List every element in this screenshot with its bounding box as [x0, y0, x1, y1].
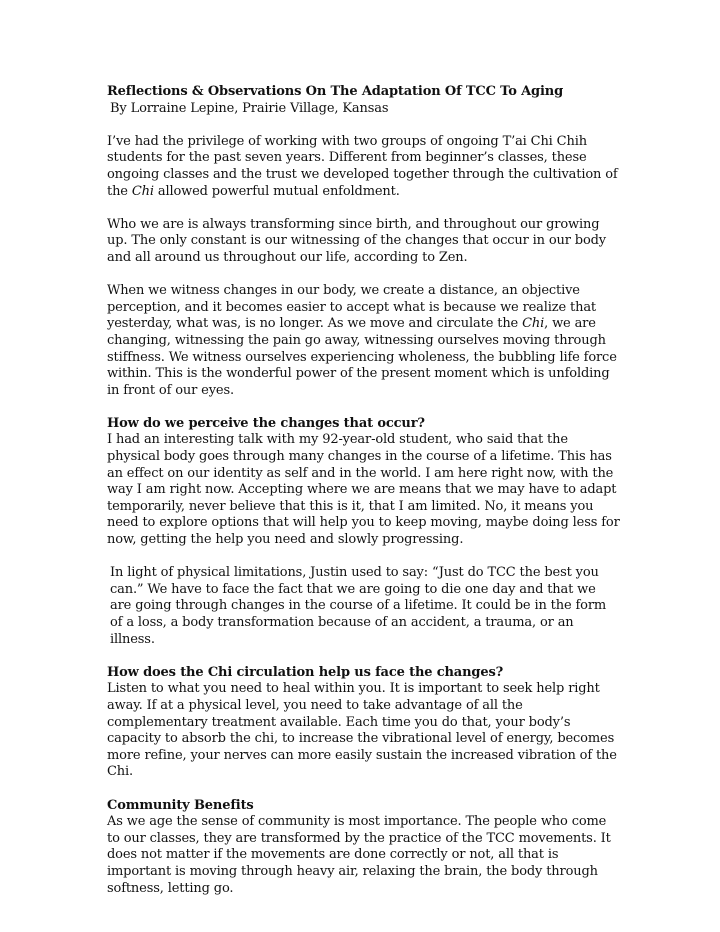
document-title: Reflections & Observations On The Adaptation Of TCC To Aging: [107, 84, 564, 99]
paragraph-2: Who we are is always transforming since birth, and throughout our growing up. The only constant is our witnessing of the changes that occur in our body and all around us throughout our life, according to Zen.: [107, 216, 606, 265]
section-heading-perceive: How do we perceive the changes that occur?: [107, 415, 425, 431]
paragraph-7: As we age the sense of community is most importance. The people who come to our classes, they are transformed by the practice of the TCC movements. It does not matter if the movements are done correctly or not, all that is important is moving through heavy air, relaxing the brain, the body through softness, letting go.: [107, 814, 611, 896]
paragraph-1: I’ve had the privilege of working with two groups of ongoing T’ai Chi Chih students for the past seven years. Different from beginner’s classes, these ongoing classes and the trust we developed together through the cultivation of the Chi allowed powerful mutual enfoldment.: [107, 133, 618, 199]
author-byline: By Lorraine Lepine, Prairie Village, Kansas: [110, 100, 389, 116]
paragraph-3: When we witness changes in our body, we create a distance, an objective perception, and it becomes easier to accept what is because we realize that yesterday, what was, is no longer. As we move and circulate the Chi, we are changing, witnessing the pain go away, witnessing ourselves moving through stiffness. We witness ourselves experiencing wholeness, the bubbling life force within. This is the wonderful power of the present moment which is unfolding in front of our eyes.: [107, 283, 617, 398]
document-body: [107, 84, 620, 897]
paragraph-4: I had an interesting talk with my 92-year-old student, who said that the physical body goes through many changes in the course of a lifetime. This has an effect on our identity as self and in the world. I am here right now, with the way I am right now. Accepting where we are means that we may have to adapt temporarily, never believe that this is it, that I am limited. No, it means you need to explore options that will help you to keep moving, maybe doing less for now, getting the help you need and slowly progressing.: [107, 432, 620, 548]
paragraph-5: In light of physical limitations, Justin used to say: “Just do TCC the best you can.” We have to face the fact that we are going to die one day and that we are going through changes in the course of a lifetime. It could be in the form of a loss, a body transformation because of an accident, a trauma, or an illness.: [110, 565, 607, 647]
section-heading-community: Community Benefits: [107, 797, 254, 813]
paragraph-6: Listen to what you need to heal within you. It is important to seek help right away. If at a physical level, you need to take advantage of all the complementary treatment available. Each time you do that, your body’s capacity to absorb the chi, to increase the vibrational level of energy, becomes more refine, your nerves can more easily sustain the increased vibration of the Chi.: [107, 681, 617, 780]
chi-emphasis: Chi: [522, 316, 545, 332]
chi-emphasis: Chi: [131, 183, 154, 199]
section-heading-chi-circulation: How does the Chi circulation help us face the changes?: [107, 664, 504, 680]
